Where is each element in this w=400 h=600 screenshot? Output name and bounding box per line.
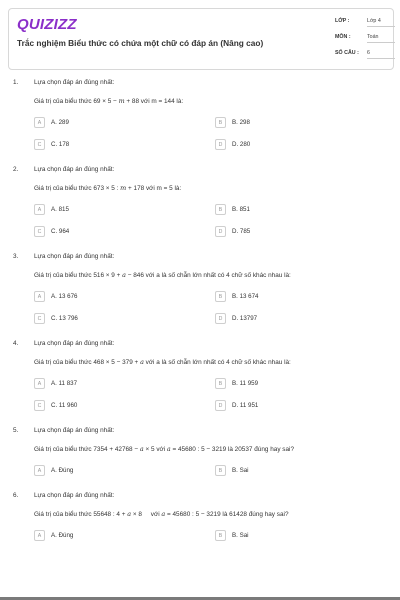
question-number: 1. bbox=[13, 79, 19, 86]
option-text: B. 298 bbox=[232, 119, 250, 126]
option-checkbox[interactable]: D bbox=[215, 313, 226, 324]
subject-value: Toán bbox=[367, 34, 395, 43]
option-text: D. 13797 bbox=[232, 315, 258, 322]
question-instruction: Lựa chọn đáp án đúng nhất: bbox=[34, 79, 115, 86]
option-checkbox[interactable]: B bbox=[215, 117, 226, 128]
worksheet-header bbox=[8, 8, 394, 70]
option-checkbox[interactable]: C bbox=[34, 400, 45, 411]
option-text: D. 280 bbox=[232, 141, 251, 148]
option-text: B. Sai bbox=[232, 467, 249, 474]
question-instruction: Lựa chọn đáp án đúng nhất: bbox=[34, 340, 115, 347]
option-text: B. 13 674 bbox=[232, 293, 259, 300]
option-text: A. 11 837 bbox=[51, 380, 78, 387]
option-text: A. 13 676 bbox=[51, 293, 78, 300]
option-text: B. 851 bbox=[232, 206, 250, 213]
question-number: 5. bbox=[13, 427, 19, 434]
option-checkbox[interactable]: A bbox=[34, 530, 45, 541]
question-text: Giá trị của biểu thức 7354 + 42768 − a × 5 với a = 45680 : 5 − 3219 là 20537 đúng hay sai? bbox=[34, 445, 295, 453]
question-count-label: SỐ CÂU : bbox=[335, 50, 359, 56]
option-text: C. 178 bbox=[51, 141, 70, 148]
option-text: D. 11 951 bbox=[232, 402, 259, 409]
option-checkbox[interactable]: A bbox=[34, 465, 45, 476]
option-checkbox[interactable]: A bbox=[34, 291, 45, 302]
option-text: A. Đúng bbox=[51, 532, 74, 539]
option-checkbox[interactable]: A bbox=[34, 117, 45, 128]
option-checkbox[interactable]: B bbox=[215, 530, 226, 541]
worksheet-title: Trắc nghiệm Biểu thức có chứa một chữ có đáp án (Nâng cao) bbox=[17, 38, 264, 48]
option-checkbox[interactable]: C bbox=[34, 139, 45, 150]
question-text: Giá trị của biểu thức 673 × 5 : m + 178 với m = 5 là: bbox=[34, 184, 182, 192]
option-text: C. 11 960 bbox=[51, 402, 78, 409]
option-checkbox[interactable]: A bbox=[34, 378, 45, 389]
option-text: B. 11 959 bbox=[232, 380, 259, 387]
question-count-value: 6 bbox=[367, 50, 395, 59]
question-instruction: Lựa chọn đáp án đúng nhất: bbox=[34, 492, 115, 499]
option-checkbox[interactable]: C bbox=[34, 226, 45, 237]
option-checkbox[interactable]: A bbox=[34, 204, 45, 215]
question-number: 4. bbox=[13, 340, 19, 347]
option-checkbox[interactable]: B bbox=[215, 465, 226, 476]
option-checkbox[interactable]: D bbox=[215, 139, 226, 150]
question-number: 3. bbox=[13, 253, 19, 260]
grade-label: LỚP : bbox=[335, 18, 350, 24]
question-instruction: Lựa chọn đáp án đúng nhất: bbox=[34, 253, 115, 260]
option-text: A. Đúng bbox=[51, 467, 74, 474]
question-text: Giá trị của biểu thức 69 × 5 − m + 88 với m = 144 là: bbox=[34, 97, 184, 105]
option-text: B. Sai bbox=[232, 532, 249, 539]
question-instruction: Lựa chọn đáp án đúng nhất: bbox=[34, 427, 115, 434]
option-text: C. 964 bbox=[51, 228, 70, 235]
question-text: Giá trị của biểu thức 516 × 9 + a − 846 với a là số chẵn lớn nhất có 4 chữ số khác nhau là: bbox=[34, 271, 291, 279]
question-text: Giá trị của biểu thức 55648 : 4 + a × 8 với a = 45680 : 5 − 3219 là 61428 đúng hay sai? bbox=[34, 510, 289, 518]
option-checkbox[interactable]: C bbox=[34, 313, 45, 324]
quizizz-logo: QUIZIZZ bbox=[17, 16, 77, 33]
option-checkbox[interactable]: B bbox=[215, 204, 226, 215]
question-instruction: Lựa chọn đáp án đúng nhất: bbox=[34, 166, 115, 173]
option-text: C. 13 796 bbox=[51, 315, 78, 322]
option-text: D. 785 bbox=[232, 228, 251, 235]
option-text: A. 289 bbox=[51, 119, 69, 126]
option-checkbox[interactable]: D bbox=[215, 226, 226, 237]
option-text: A. 815 bbox=[51, 206, 69, 213]
question-number: 2. bbox=[13, 166, 19, 173]
option-checkbox[interactable]: B bbox=[215, 378, 226, 389]
grade-value: Lớp 4 bbox=[367, 18, 395, 27]
question-number: 6. bbox=[13, 492, 19, 499]
option-checkbox[interactable]: D bbox=[215, 400, 226, 411]
option-checkbox[interactable]: B bbox=[215, 291, 226, 302]
question-text: Giá trị của biểu thức 468 × 5 − 379 + a với a là số chẵn lớn nhất có 4 chữ số khác nhau là: bbox=[34, 358, 291, 366]
subject-label: MÔN : bbox=[335, 34, 351, 40]
